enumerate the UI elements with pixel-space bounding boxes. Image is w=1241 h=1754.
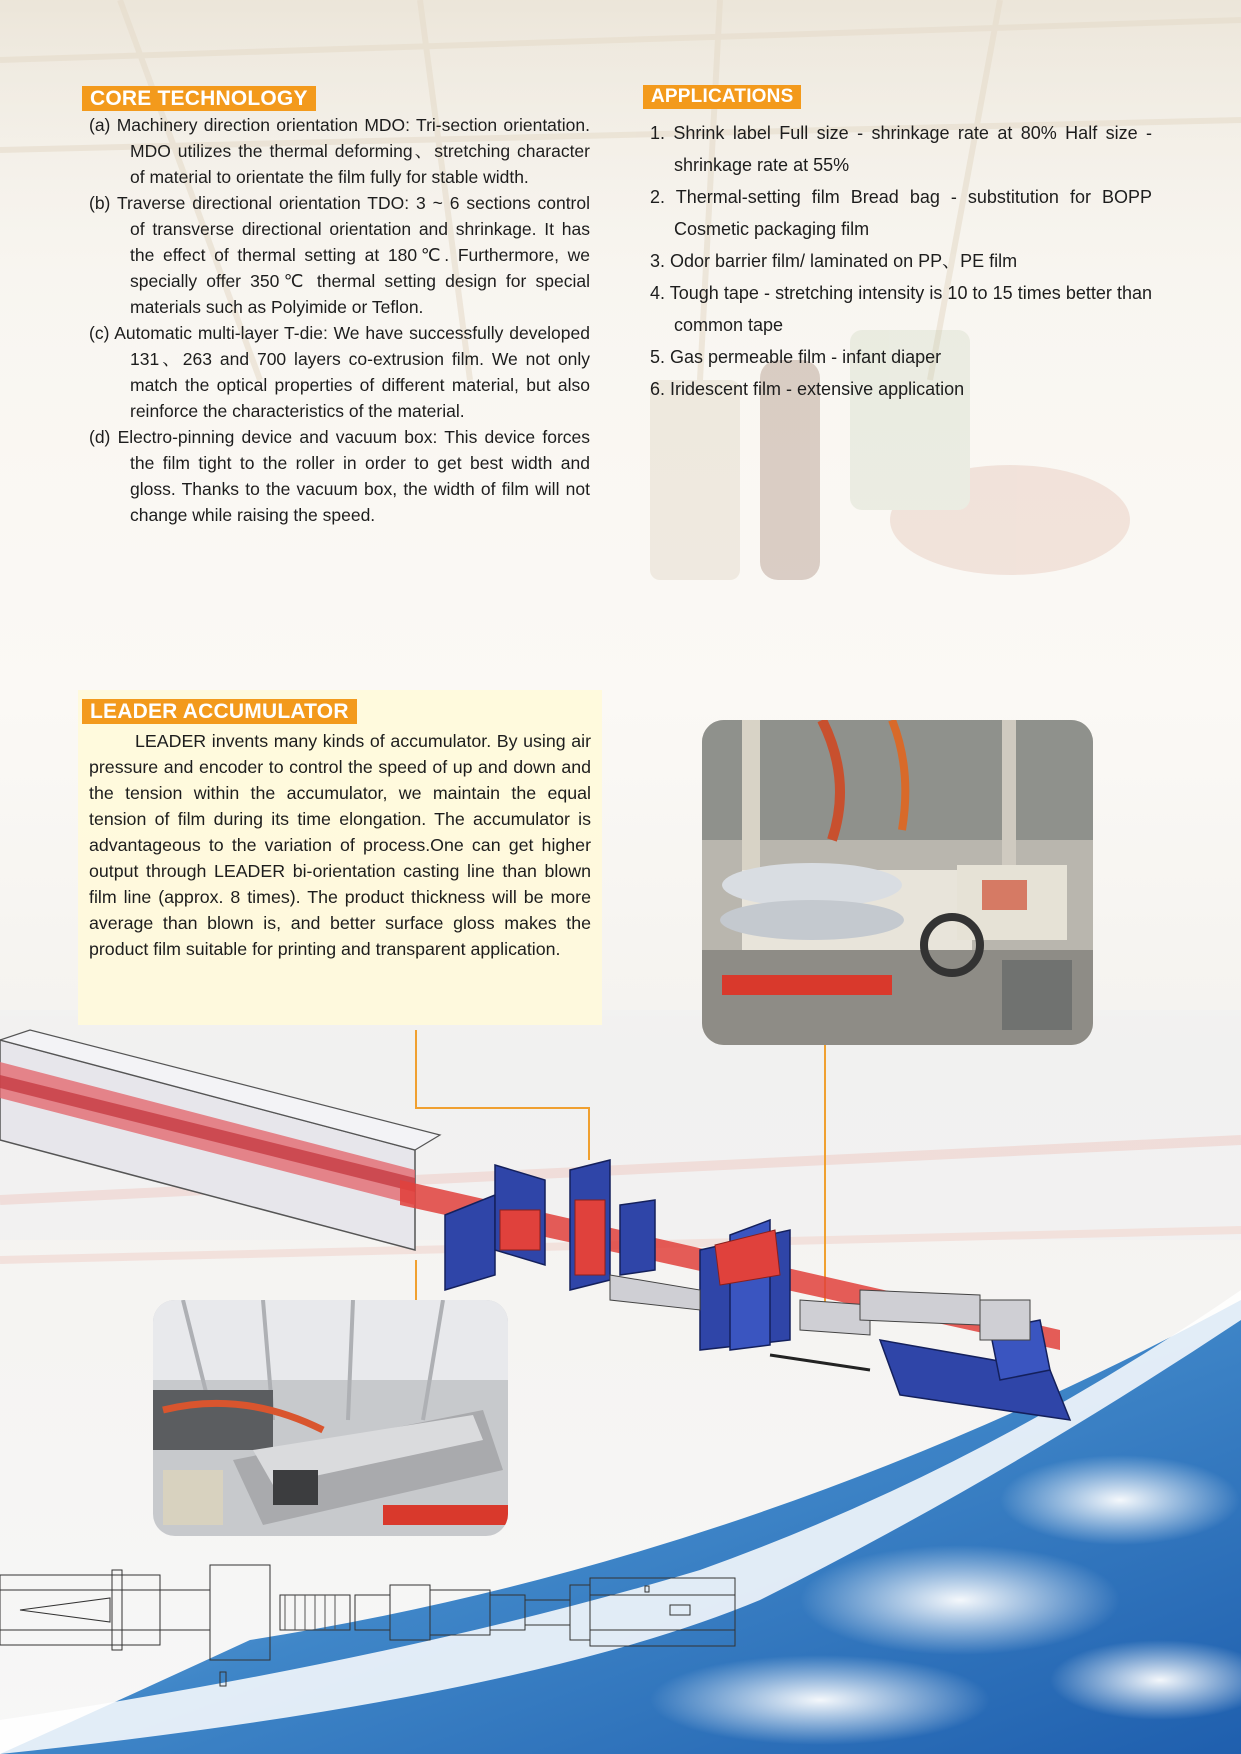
applications-item-odor-barrier: 3. Odor barrier film/ laminated on PP、PE film bbox=[650, 251, 1018, 271]
applications-item-gas-permeable: 5. Gas permeable film - infant diaper bbox=[650, 347, 942, 367]
accumulator-machine-photo bbox=[702, 720, 1093, 1045]
core-technology-heading: CORE TECHNOLOGY bbox=[82, 86, 316, 111]
leader-accumulator-body: LEADER invents many kinds of accumulator. By using air pressure and encoder to control the speed of up and down and the tension within the accumulator, we maintain the equal tension of film during its time elongation. The accumulator is advantageous to the variation of process.One can get higher output through LEADER bi-orientation casting line than blown film line (approx. 8 times). The product thickness will be more average than blown is, and better surface gloss makes the product film suitable for printing and transparent application. bbox=[89, 731, 591, 959]
applications-item-iridescent: 6. Iridescent film - extensive application bbox=[650, 379, 965, 399]
applications-list bbox=[650, 117, 1152, 405]
core-technology-item-tdo: (b) Traverse directional orientation TDO: 3 ~ 6 sections control of transverse directional orientation and shrinkage. It has the effect of thermal setting at 180℃. Furthermore, we specially offer 350℃ thermal setting design for special materials such as Polyimide or Teflon. bbox=[89, 193, 590, 317]
core-technology-item-electro-pinning: (d) Electro-pinning device and vacuum box: This device forces the film tight to the roller in order to get best width and gloss. Thanks to the vacuum box, the width of film will not change while raising the speed. bbox=[89, 427, 590, 525]
core-technology-item-mdo: (a) Machinery direction orientation MDO: Tri-section orientation. MDO utilizes the thermal deforming、stretching character of material to orientate the film fully for stable width. bbox=[89, 115, 590, 187]
leader-accumulator-heading: LEADER ACCUMULATOR bbox=[82, 699, 357, 724]
applications-heading: APPLICATIONS bbox=[643, 85, 801, 109]
core-technology-item-t-die: (c) Automatic multi-layer T-die: We have successfully developed 131、263 and 700 layers co-extrusion film. We not only match the optical properties of different material, but also reinforce the characteristics of the material. bbox=[89, 323, 590, 421]
applications-item-shrink-label: 1. Shrink label Full size - shrinkage rate at 80% Half size - shrinkage rate at 55% bbox=[650, 123, 1152, 175]
applications-item-thermal-setting: 2. Thermal-setting film Bread bag - substitution for BOPP Cosmetic packaging film bbox=[650, 187, 1152, 239]
core-technology-list bbox=[89, 112, 590, 528]
stretching-oven-photo bbox=[153, 1300, 508, 1536]
applications-item-tough-tape: 4. Tough tape - stretching intensity is 10 to 15 times better than common tape bbox=[650, 283, 1152, 335]
